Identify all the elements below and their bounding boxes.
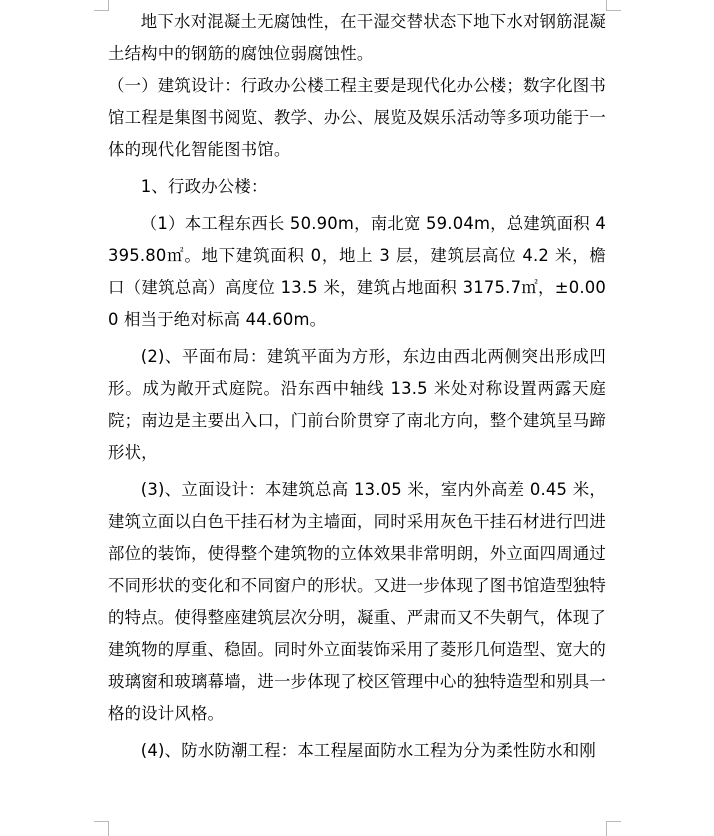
crop-mark-bottom-left [94, 821, 109, 836]
paragraph-project-overview: （1）本工程东西长 50.90m，南北宽 59.04m，总建筑面积 4395.80㎡。地下建筑面积 0，地上 3 层，建筑层高位 4.2 米，檐口（建筑总高）高度位 13.5 米，建筑占地面积 3175.7㎡，±0.000 相当于绝对标高 44.60m。 [108, 214, 606, 329]
crop-mark-top-left [94, 0, 109, 11]
paragraph-elevation-design: (3)、立面设计：本建筑总高 13.05 米，室内外高差 0.45 米，建筑立面以白色干挂石材为主墙面，同时采用灰色干挂石材进行凹进部位的装饰，使得整个建筑物的立体效果非常明朗，外立面四周通过不同形状的变化和不同窗户的形状。又进一步体现了图书馆造型独特的特点。使得整座建筑层次分明，凝重、严肃而又不失朝气，体现了建筑物的厚重、稳固。同时外立面装饰采用了菱形几何造型、宽大的玻璃窗和玻璃幕墙，进一步体现了校区管理中心的独特造型和别具一格的设计风格。 [108, 480, 606, 723]
paragraph-waterproofing: (4)、防水防潮工程：本工程屋面防水工程为分为柔性防水和刚 [140, 741, 596, 760]
crop-mark-top-right [606, 0, 621, 11]
document-body [108, 0, 606, 767]
paragraph-floor-plan: (2)、平面布局：建筑平面为方形，东边由西北两侧突出形成凹形。成为敞开式庭院。沿东西中轴线 13.5 米处对称设置两露天庭院；南边是主要出入口，门前台阶贯穿了南北方向，整个建筑呈马蹄形状， [108, 347, 606, 462]
paragraph-admin-building-heading: 1、行政办公楼： [140, 177, 268, 196]
paragraph-architectural-design: （一）建筑设计：行政办公楼工程主要是现代化办公楼；数字化图书馆工程是集图书阅览、教学、办公、展览及娱乐活动等多项功能于一体的现代化智能图书馆。 [108, 76, 606, 159]
crop-mark-bottom-right [606, 821, 621, 836]
paragraph-groundwater: 地下水对混凝土无腐蚀性，在干湿交替状态下地下水对钢筋混凝土结构中的钢筋的腐蚀位弱腐蚀性。 [108, 12, 606, 63]
